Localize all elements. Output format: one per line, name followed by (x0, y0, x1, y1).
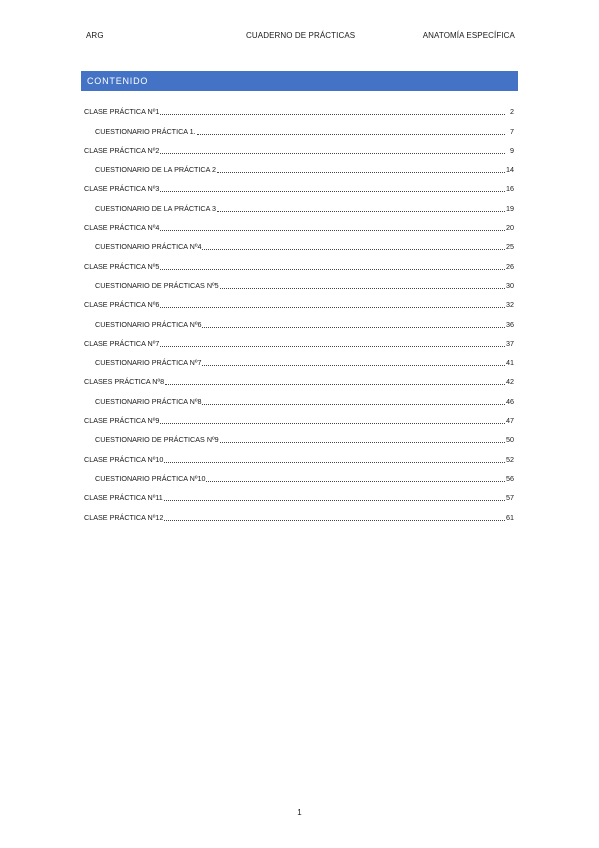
toc-entry-page: 52 (506, 454, 514, 464)
header-author: ARG (86, 31, 104, 40)
toc-entry-page: 42 (506, 377, 514, 387)
toc-entry[interactable] (84, 233, 514, 252)
toc-dot-leader (202, 327, 505, 328)
toc-dot-leader (202, 404, 505, 405)
table-of-contents (84, 98, 514, 523)
toc-entry-page: 26 (506, 261, 514, 271)
toc-entry-page: 37 (506, 338, 514, 348)
toc-heading: CONTENIDO (87, 76, 149, 86)
toc-entry-label: CUESTIONARIO PRÁCTICA Nº4 (95, 242, 202, 252)
toc-dot-leader (160, 269, 505, 270)
toc-entry-page: 47 (506, 416, 514, 426)
toc-dot-leader (160, 191, 505, 192)
toc-entry-label: CLASE PRÁCTICA Nº9 (84, 416, 160, 426)
toc-entry-label: CLASE PRÁCTICA Nº1 (84, 107, 160, 117)
toc-dot-leader (164, 500, 505, 501)
toc-entry[interactable] (84, 291, 514, 310)
toc-entry-page: 2 (510, 107, 514, 117)
toc-entry-page: 32 (506, 300, 514, 310)
toc-dot-leader (217, 172, 505, 173)
toc-entry-page: 50 (506, 435, 514, 445)
toc-dot-leader (220, 442, 505, 443)
toc-entry[interactable] (84, 214, 514, 233)
toc-entry[interactable] (84, 175, 514, 194)
toc-entry-label: CUESTIONARIO PRÁCTICA Nº7 (95, 358, 202, 368)
toc-entry-page: 46 (506, 396, 514, 406)
toc-entry[interactable] (84, 98, 514, 117)
toc-entry[interactable] (84, 426, 514, 445)
toc-entry[interactable] (84, 310, 514, 329)
toc-entry-label: CLASE PRÁCTICA Nº2 (84, 145, 160, 155)
toc-entry-label: CUESTIONARIO PRÁCTICA Nº10 (95, 473, 206, 483)
toc-entry[interactable] (84, 407, 514, 426)
toc-entry-page: 9 (510, 145, 514, 155)
toc-entry[interactable] (84, 465, 514, 484)
toc-entry-label: CLASE PRÁCTICA Nº7 (84, 338, 160, 348)
toc-entry[interactable] (84, 137, 514, 156)
header-subject: ANATOMÍA ESPECÍFICA (422, 31, 515, 40)
toc-entry-label: CLASE PRÁCTICA Nº12 (84, 512, 164, 522)
toc-dot-leader (164, 462, 505, 463)
toc-dot-leader (160, 307, 505, 308)
header-document-title: CUADERNO DE PRÁCTICAS (246, 31, 356, 40)
toc-dot-leader (165, 384, 505, 385)
toc-entry[interactable] (84, 252, 514, 271)
toc-entry-page: 19 (506, 203, 514, 213)
toc-dot-leader (206, 481, 505, 482)
toc-dot-leader (160, 346, 505, 347)
toc-dot-leader (202, 365, 505, 366)
toc-entry-label: CUESTIONARIO PRÁCTICA Nº6 (95, 319, 202, 329)
toc-entry[interactable] (84, 330, 514, 349)
toc-entry[interactable] (84, 445, 514, 464)
toc-entry-page: 36 (506, 319, 514, 329)
toc-entry-page: 61 (506, 512, 514, 522)
toc-dot-leader (160, 230, 505, 231)
toc-entry-page: 30 (506, 280, 514, 290)
toc-entry-label: CUESTIONARIO DE LA PRÁCTICA 3 (95, 203, 217, 213)
toc-entry-label: CUESTIONARIO DE PRÁCTICAS Nº9 (95, 435, 219, 445)
toc-entry-page: 7 (510, 126, 514, 136)
toc-entry[interactable] (84, 272, 514, 291)
toc-dot-leader (160, 423, 505, 424)
toc-entry[interactable] (84, 368, 514, 387)
toc-entry-label: CUESTIONARIO DE PRÁCTICAS Nº5 (95, 280, 219, 290)
toc-entry[interactable] (84, 194, 514, 213)
toc-entry-page: 25 (506, 242, 514, 252)
toc-entry-label: CLASE PRÁCTICA Nº3 (84, 184, 160, 194)
toc-dot-leader (164, 520, 505, 521)
toc-entry[interactable] (84, 349, 514, 368)
toc-entry-label: CLASE PRÁCTICA Nº5 (84, 261, 160, 271)
toc-dot-leader (160, 153, 505, 154)
toc-heading-bar (81, 71, 518, 91)
toc-entry-label: CLASE PRÁCTICA Nº6 (84, 300, 160, 310)
toc-entry-page: 41 (506, 358, 514, 368)
toc-entry-label: CUESTIONARIO PRÁCTICA Nº8 (95, 396, 202, 406)
toc-entry-page: 16 (506, 184, 514, 194)
page-header (86, 31, 515, 43)
toc-entry[interactable] (84, 484, 514, 503)
toc-entry-label: CLASES PRÁCTICA Nº8 (84, 377, 165, 387)
toc-entry-label: CUESTIONARIO DE LA PRÁCTICA 2 (95, 165, 217, 175)
toc-entry-page: 56 (506, 473, 514, 483)
toc-dot-leader (197, 134, 505, 135)
toc-entry-label: CUESTIONARIO PRÁCTICA 1. (95, 126, 196, 136)
toc-dot-leader (160, 114, 505, 115)
toc-entry-label: CLASE PRÁCTICA Nº4 (84, 223, 160, 233)
toc-entry[interactable] (84, 503, 514, 522)
toc-entry[interactable] (84, 156, 514, 175)
toc-entry-page: 20 (506, 223, 514, 233)
page-number: 1 (297, 808, 302, 817)
toc-entry-page: 57 (506, 493, 514, 503)
toc-entry[interactable] (84, 117, 514, 136)
toc-entry-label: CLASE PRÁCTICA Nº10 (84, 454, 164, 464)
toc-dot-leader (202, 249, 505, 250)
toc-entry-label: CLASE PRÁCTICA Nº11 (84, 493, 163, 503)
toc-entry[interactable] (84, 387, 514, 406)
toc-dot-leader (217, 211, 505, 212)
toc-dot-leader (220, 288, 505, 289)
toc-entry-page: 14 (506, 165, 514, 175)
